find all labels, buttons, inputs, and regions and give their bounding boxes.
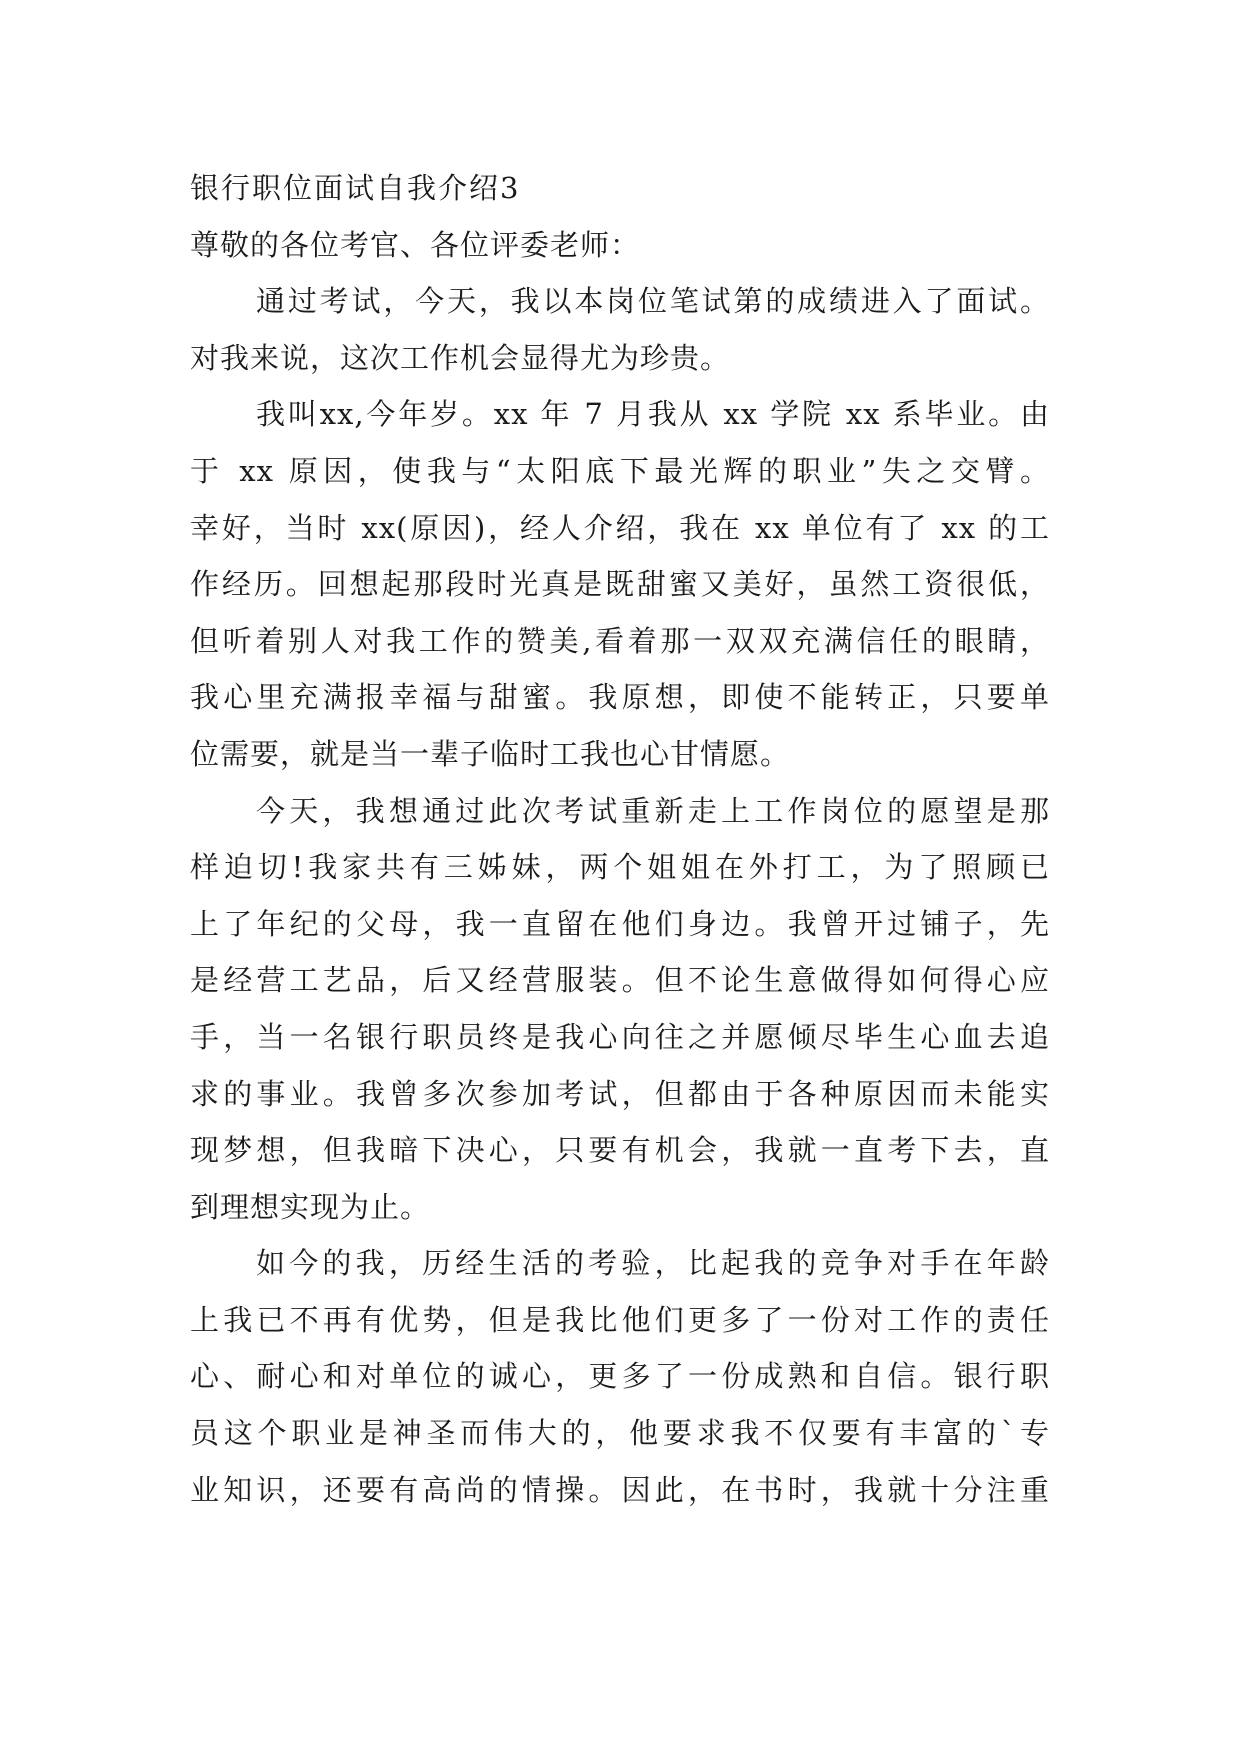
- salutation: 尊敬的各位考官、各位评委老师：: [190, 227, 641, 262]
- paragraph-line: 于 xx 原因，使我与“太阳底下最光辉的职业”失之交臂。: [190, 453, 1050, 488]
- paragraph-line: 对我来说，这次工作机会显得尤为珍贵。: [190, 340, 731, 375]
- paragraph-line: 样迫切!我家共有三姊妹，两个姐姐在外打工，为了照顾已: [190, 850, 1050, 885]
- paragraph-line: 现梦想，但我暗下决心，只要有机会，我就一直考下去，直: [190, 1133, 1050, 1168]
- paragraph-line: 手，当一名银行职员终是我心向往之并愿倾尽毕生心血去追: [190, 1019, 1050, 1054]
- paragraph-line: 员这个职业是神圣而伟大的，他要求我不仅要有丰富的`专: [190, 1416, 1050, 1451]
- paragraph-line: 到理想实现为止。: [190, 1189, 431, 1224]
- paragraph-line: 作经历。回想起那段时光真是既甜蜜又美好，虽然工资很低，: [190, 567, 1050, 602]
- paragraph-line: 业知识，还要有高尚的情操。因此，在书时，我就十分注重: [190, 1472, 1050, 1507]
- paragraph-line: 我叫xx,今年岁。xx 年 7 月我从 xx 学院 xx 系毕业。由: [256, 397, 1050, 432]
- paragraph-line: 上我已不再有优势，但是我比他们更多了一份对工作的责任: [190, 1302, 1050, 1337]
- paragraph-line: 但听着别人对我工作的赞美,看着那一双双充满信任的眼睛，: [190, 623, 1050, 658]
- paragraph-line: 是经营工艺品，后又经营服装。但不论生意做得如何得心应: [190, 963, 1050, 998]
- document-title: 银行职位面试自我介绍3: [190, 171, 521, 205]
- paragraph-line: 心、耐心和对单位的诚心，更多了一份成熟和自信。银行职: [190, 1359, 1050, 1394]
- paragraph-line: 如今的我，历经生活的考验，比起我的竞争对手在年龄: [256, 1246, 1050, 1281]
- paragraph-line: 位需要，就是当一辈子临时工我也心甘情愿。: [190, 736, 791, 771]
- paragraph-line: 今天，我想通过此次考试重新走上工作岗位的愿望是那: [256, 793, 1050, 828]
- paragraph-line: 上了年纪的父母，我一直留在他们身边。我曾开过铺子，先: [190, 906, 1050, 941]
- paragraph-line: 求的事业。我曾多次参加考试，但都由于各种原因而未能实: [190, 1076, 1050, 1111]
- paragraph-line: 通过考试，今天，我以本岗位笔试第的成绩进入了面试。: [256, 284, 1050, 319]
- paragraph-line: 幸好，当时 xx(原因)，经人介绍，我在 xx 单位有了 xx 的工: [190, 510, 1050, 545]
- paragraph-line: 我心里充满报幸福与甜蜜。我原想，即使不能转正，只要单: [190, 680, 1050, 715]
- document-body: [190, 160, 1050, 1518]
